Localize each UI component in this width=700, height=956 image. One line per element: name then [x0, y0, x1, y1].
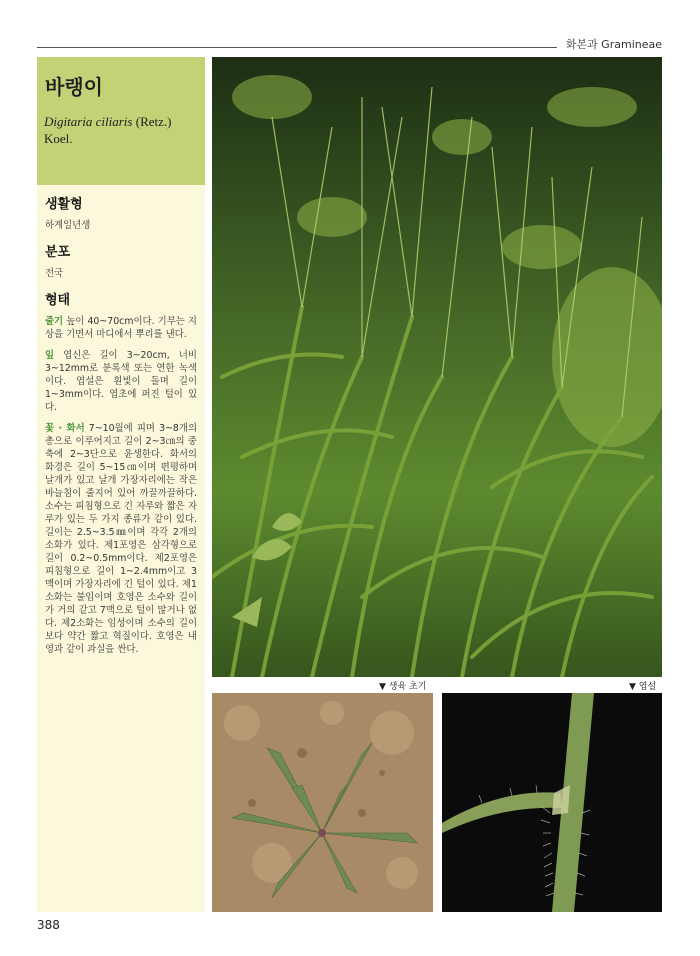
stem-key: 줄기	[45, 316, 64, 327]
flower-paragraph	[45, 422, 197, 656]
header-rule	[37, 47, 557, 48]
leaf-text: 엽신은 길이 3~20cm, 너비 3~12mm로 분록색 또는 연한 녹색이다. 엽설은 흰빛이 돌며 길이 1~3mm이다. 엽초에 퍼진 털이 있다.	[45, 350, 197, 413]
scientific-binomial: Digitaria ciliaris	[44, 114, 133, 129]
distribution-value: 전국	[45, 268, 64, 279]
seedling-caption: ▼ 생육 초기	[379, 682, 427, 692]
stem-paragraph	[45, 315, 197, 341]
ligule-caption: ▼ 엽설	[629, 682, 657, 692]
morphology-heading: 형태	[45, 293, 71, 308]
distribution-heading: 분포	[45, 245, 71, 260]
stem-text: 높이 40~70cm이다. 기부는 지상을 기면서 마디에서 뿌리를 낸다.	[45, 316, 197, 340]
seedling-photo	[212, 693, 433, 912]
ligule-photo	[442, 693, 662, 912]
scientific-author: (Retz.) Koel.	[44, 114, 172, 146]
page-number: 388	[37, 918, 60, 932]
korean-name: 바랭이	[45, 75, 103, 99]
flower-text: 7~10월에 피며 3~8개의 총으로 이루어지고 길이 2~3㎝의 중축에 2~3단으로 윤생한다. 화서의 화경은 길이 5~15㎝이며 편평하며 날개가 있고 날개 가장자리에는 작은 바늘침이 줄지어 있어 까끌까끌하다. 소수는 피침형으로 긴 자루와 짧은 자루가 있는 두 가지 종류가 같이 있다. 길이는 2.5~3.5㎜이며 각각 2개의 소화가 있다. 제1포영은 삼각형으로 길이 0.2~0.5mm이다. 제2포영은 피침형으로 길이 1~2.4mm이고 3맥이며 가장자리에 긴 털이 있다. 제1소화는 불임이며 호영은 소수와 길이가 거의 같고 7맥으로 털이 많거나 없다. 제2소화는 임성이며 소수의 길이보다 약간 짧고 혁질이다. 호영은 내영과 같이 과실을 싼다.	[45, 423, 198, 655]
leaf-key: 잎	[45, 350, 55, 361]
ligule-photo-illustration	[442, 693, 662, 912]
seedling-photo-illustration	[212, 693, 433, 912]
family-label: 화본과 Gramineae	[565, 38, 662, 51]
description-body	[45, 198, 197, 664]
life-form-value: 하계일년생	[45, 220, 91, 231]
leaf-paragraph	[45, 349, 197, 414]
main-photo-illustration	[212, 57, 662, 677]
species-name-box	[37, 57, 205, 185]
main-photo	[212, 57, 662, 677]
life-form-heading: 생활형	[45, 197, 83, 212]
flower-key: 꽃 · 화서	[45, 423, 85, 434]
scientific-name	[44, 113, 194, 147]
